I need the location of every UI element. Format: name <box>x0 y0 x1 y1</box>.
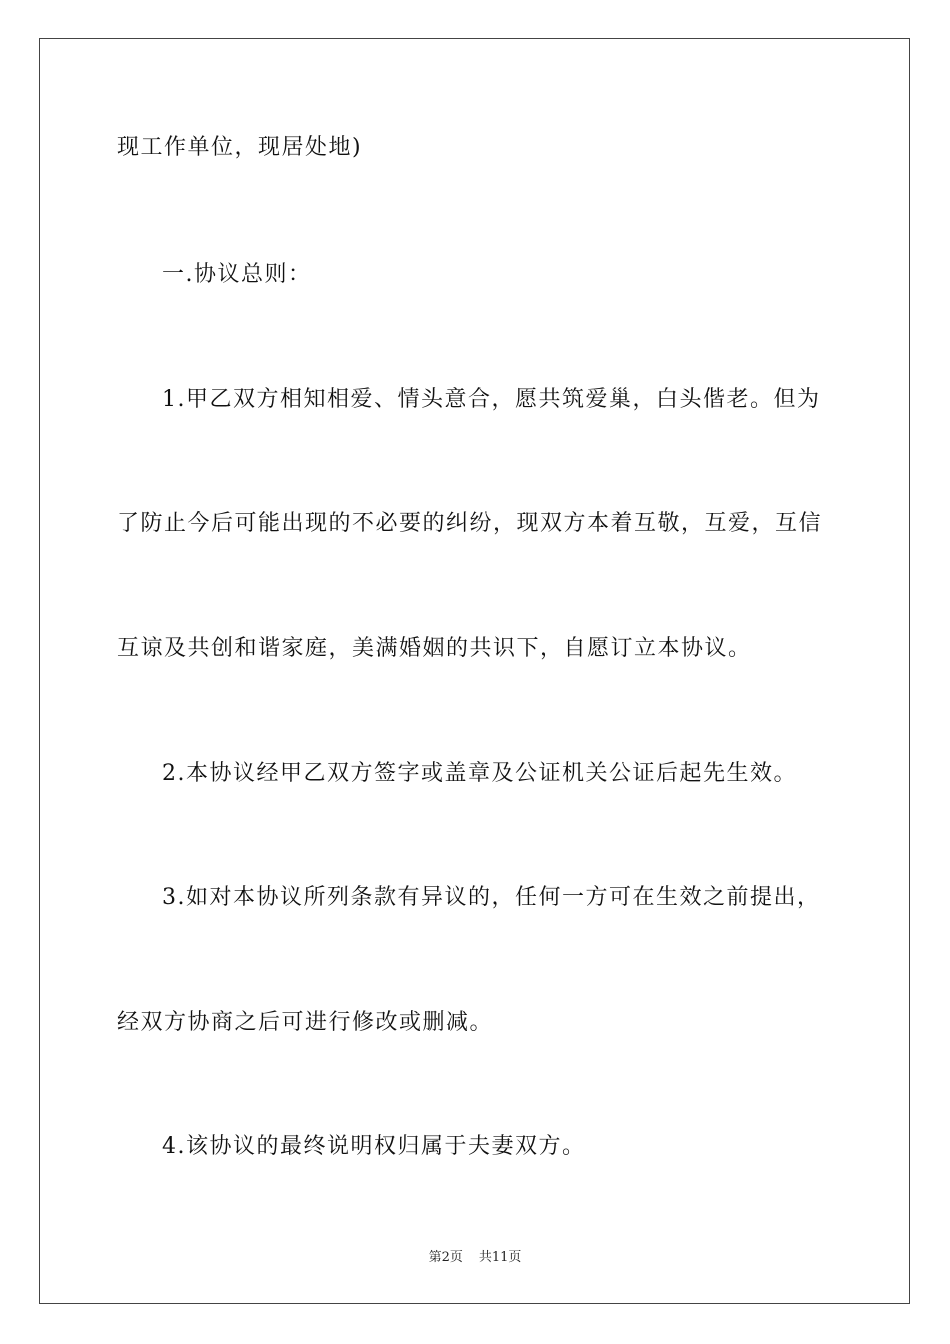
clause-3-line-1: 3.如对本协议所列条款有异议的，任何一方可在生效之前提出， <box>162 885 821 910</box>
page-footer <box>0 1246 950 1265</box>
clause-2: 2.本协议经甲乙双方签字或盖章及公证机关公证后起先生效。 <box>162 761 797 786</box>
clause-1-line-2: 了防止今后可能出现的不必要的纠纷，现双方本着互敬，互爱，互信 <box>117 511 823 536</box>
text-line-1: 现工作单位，现居处地) <box>117 135 363 160</box>
page-number: 第2页 <box>428 1250 463 1265</box>
clause-3-line-2: 经双方协商之后可进行修改或删减。 <box>117 1010 494 1035</box>
clause-4: 4.该协议的最终说明权归属于夫妻双方。 <box>162 1134 586 1159</box>
section-heading-general-provisions: 一.协议总则： <box>162 262 312 287</box>
clause-1-line-1: 1.甲乙双方相知相爱、情头意合，愿共筑爱巢，白头偕老。但为 <box>162 387 821 412</box>
clause-1-line-3: 互谅及共创和谐家庭，美满婚姻的共识下，自愿订立本协议。 <box>117 636 752 661</box>
total-pages: 共11页 <box>478 1250 522 1265</box>
page-frame <box>39 38 910 1304</box>
